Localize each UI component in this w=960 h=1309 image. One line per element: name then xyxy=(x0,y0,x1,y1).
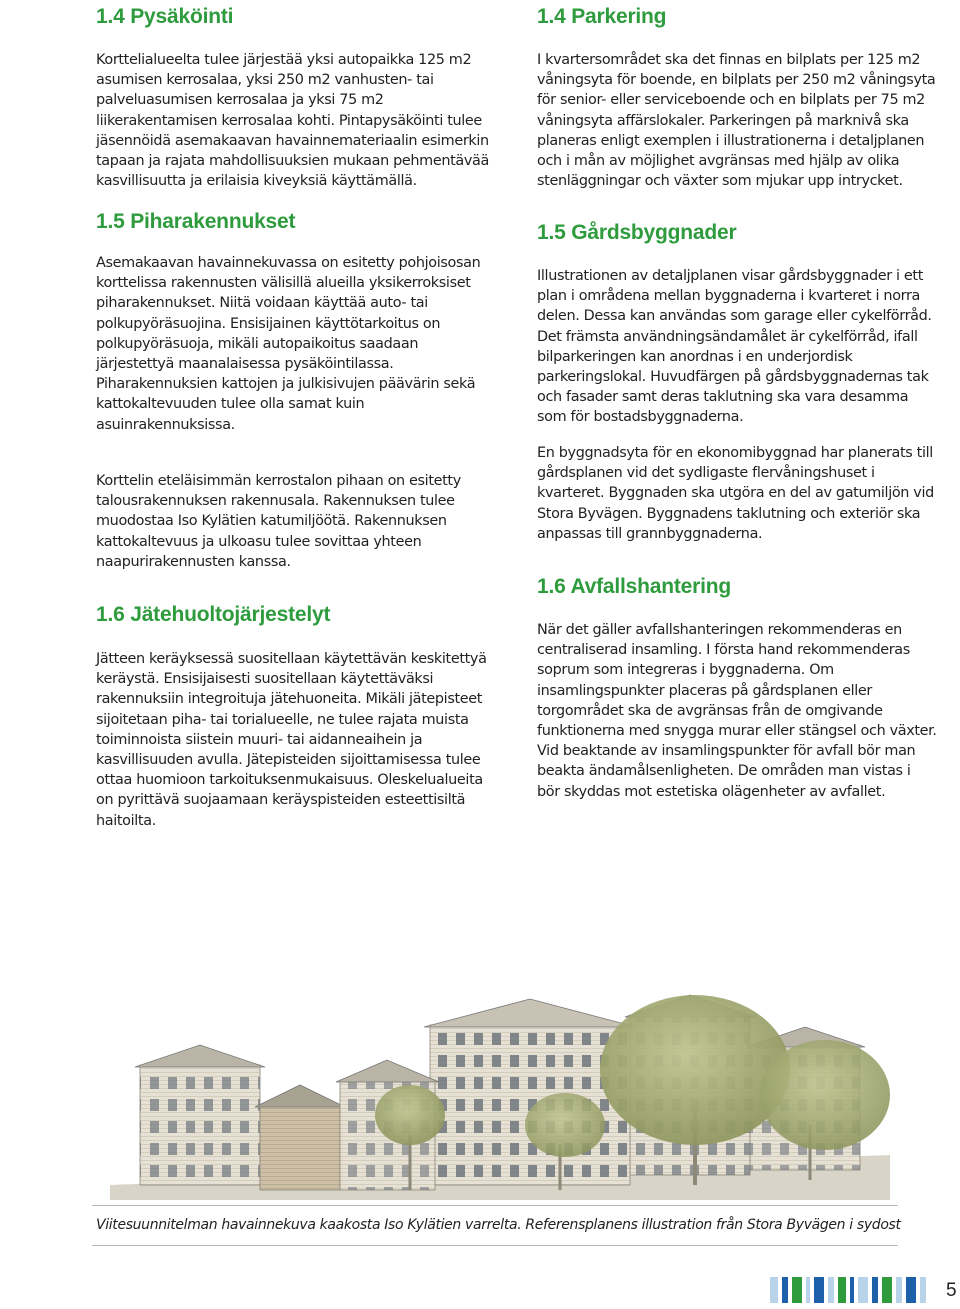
heading-1-4-parkering: 1.4 Parkering xyxy=(537,5,667,28)
paragraph-avfallshantering: När det gäller avfallshanteringen rekommenderas en centraliserad insamling. I första hand rekommenderas soprum som integreras i byggnaderna. Om insamlingspunkter placeras på gårdsplanen eller torgområdet ska de avgränsas från de omgivande funktionerna med snygga murar eller stängsel och växter. Vid beaktande av insamlingspunkter för avfall bör man beakta ändamålsenligheten. De områden man vistas i bör skyddas mot estetiska olägenheter av avfallet. xyxy=(537,622,937,800)
illustration-caption: Viitesuunnitelman havainnekuva kaakosta Iso Kylätien varrelta. Referensplanens illustration från Stora Byvägen i sydost xyxy=(96,1217,901,1233)
paragraph-pysakointi: Korttelialueelta tulee järjestää yksi autopaikka 125 m2 asumisen kerrosalaa, yksi 250 m2 vanhusten- tai palveluasumisen kerrosalaa ja yksi 75 m2 liikerakentamisen kerrosalaa kohti. Pintapysäköinti tulee jäsennöidä asemakaavan havainnemateriaalin esimerkin tapaan ja rajata mahdollisuuksien mukaan pehmentävää kasvillisuutta ja erilaisia kiveyksiä käyttämällä. xyxy=(96,52,489,190)
heading-1-4-pysakointi: 1.4 Pysäköinti xyxy=(96,5,234,28)
paragraph-piharakennukset: Asemakaavan havainnekuvassa on esitetty pohjoisosan korttelissa rakennusten välisillä alueilla yksikerroksiset piharakennukset. Niitä voidaan käyttää auto- tai polkupyöräsuojina. Ensisijainen käyttötarkoitus on polkupyöräsuoja, mikäli autopaikoitus saadaan järjestettyä maanalaisessa pysäköintilassa. Piharakennuksien kattojen ja julkisivujen päävärin sekä kattokaltevuuden tulee olla samat kuin asuinrakennuksissa. xyxy=(96,255,481,433)
caption-rule-top xyxy=(92,1205,898,1206)
caption-rule-bottom xyxy=(92,1245,898,1246)
heading-1-6-jatehuolto: 1.6 Jätehuoltojärjestelyt xyxy=(96,603,331,626)
street-illustration xyxy=(110,985,890,1200)
paragraph-jatehuolto: Jätteen keräyksessä suositellaan käytettävän keskitettyä keräystä. Ensisijaisesti suositellaan käytettäväksi rakennuksiin integroituja jätehuoneita. Mikäli jätepisteet sijoitetaan piha- tai torialueelle, ne tulee rajata muista toiminnoista siistein muuri- tai aidanneaihein ja kasvillisuuden avulla. Jätepisteiden sijoittamisessa tulee ottaa huomioon tarkoituksenmukaisuus. Oleskelualueita on pyrittävä suojaamaan keräyspisteiden esteettisiltä haitoilta. xyxy=(96,651,487,829)
heading-1-5-gardsbyggnader: 1.5 Gårdsbyggnader xyxy=(537,221,737,244)
heading-1-6-avfallshantering: 1.6 Avfallshantering xyxy=(537,575,732,598)
heading-1-5-piharakennukset: 1.5 Piharakennukset xyxy=(96,210,296,233)
paragraph-ekonomibyggnad: En byggnadsyta för en ekonomibyggnad har planerats till gårdsplanen vid det sydligaste flervåningshuset i kvarteret. Byggnaden ska utgöra en del av gatumiljön vid Stora Byvägen. Byggnadens taklutning och exteriör ska anpassas till grannbyggnaderna. xyxy=(537,445,934,542)
paragraph-parkering: I kvartersområdet ska det finnas en bilplats per 125 m2 våningsyta för boende, en bilplats per 250 m2 våningsyta för senior- eller serviceboende och en bilplats per 75 m2 våningsyta affärslokaler. Parkeringen på marknivå ska planeras enligt exemplen i illustrationerna i detaljplanen och i mån av möjlighet avgränsas med hjälp av olika stenläggningar och växter som mjukar upp intrycket. xyxy=(537,52,936,190)
page-number: 5 xyxy=(946,1280,957,1301)
paragraph-talousrakennus: Korttelin eteläisimmän kerrostalon pihaan on esitetty talousrakennuksen rakennusala. Rakennuksen tulee muodostaa Iso Kylätien katumiljöötä. Rakennuksen kattokaltevuus ja ulkoasu tulee sovittaa yhteen naapurirakennusten kanssa. xyxy=(96,473,461,570)
paragraph-gardsbyggnader: Illustrationen av detaljplanen visar gårdsbyggnader i ett plan i områdena mellan byggnaderna i kvarteret i norra delen. Dessa kan användas som garage eller cykelförråd. Det främsta användningsändamålet är cykelförråd, ifall bilparkeringen kan anordnas i en underjordisk parkeringslokal. Huvudfärgen på gårdsbyggnadernas tak och fasader samt deras taklutning ska vara desamma som för bostadsbyggnaderna. xyxy=(537,268,932,426)
